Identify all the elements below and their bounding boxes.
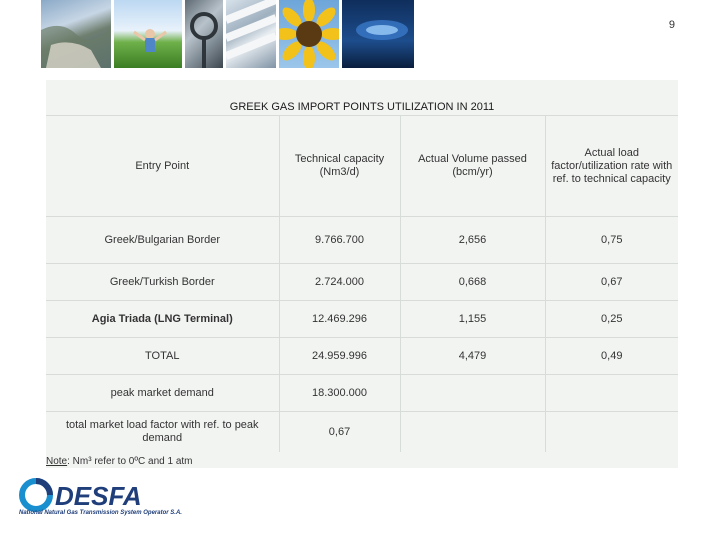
footnote bbox=[46, 456, 193, 467]
table-cell: 0,25 bbox=[545, 301, 678, 338]
table-cell: 0,49 bbox=[545, 338, 678, 375]
table-cell: 2.724.000 bbox=[279, 264, 400, 301]
table-cell: Agia Triada (LNG Terminal) bbox=[46, 301, 279, 338]
table-cell bbox=[545, 412, 678, 453]
table-row bbox=[46, 264, 678, 301]
footnote-label: Note bbox=[46, 456, 68, 467]
utilization-table bbox=[46, 116, 678, 452]
table-cell: peak market demand bbox=[46, 375, 279, 412]
table-row bbox=[46, 301, 678, 338]
desfa-logo-icon bbox=[17, 478, 57, 512]
table-cell: 0,668 bbox=[400, 264, 545, 301]
desfa-logo bbox=[17, 478, 182, 522]
utilization-table-panel bbox=[46, 80, 678, 468]
logo-subtitle: National Natural Gas Transmission System Operator S.A. bbox=[19, 510, 182, 516]
column-header: Technical capacity (Nm3/d) bbox=[279, 116, 400, 217]
header-photo-strip bbox=[41, 0, 416, 68]
table-cell: 9.766.700 bbox=[279, 217, 400, 264]
table-cell: 12.469.296 bbox=[279, 301, 400, 338]
table-cell: 0,75 bbox=[545, 217, 678, 264]
table-cell: 4,479 bbox=[400, 338, 545, 375]
table-cell bbox=[545, 375, 678, 412]
table-cell: total market load factor with ref. to peak demand bbox=[46, 412, 279, 453]
table-row bbox=[46, 217, 678, 264]
table-header-row bbox=[46, 116, 678, 217]
coastline-photo bbox=[41, 0, 111, 68]
table-cell: TOTAL bbox=[46, 338, 279, 375]
logo-wordmark: DESFA bbox=[55, 481, 142, 511]
table-cell: 2,656 bbox=[400, 217, 545, 264]
footnote-text: : Nm³ refer to 0ºC and 1 atm bbox=[67, 456, 193, 467]
table-cell: 0,67 bbox=[279, 412, 400, 453]
table-cell bbox=[400, 412, 545, 453]
table-title: GREEK GAS IMPORT POINTS UTILIZATION IN 2011 bbox=[46, 80, 678, 116]
table-cell: 0,67 bbox=[545, 264, 678, 301]
table-row bbox=[46, 375, 678, 412]
table-cell: Greek/Turkish Border bbox=[46, 264, 279, 301]
table-cell: 18.300.000 bbox=[279, 375, 400, 412]
pipeline-photo bbox=[226, 0, 276, 68]
column-header: Actual load factor/utilization rate with ref. to technical capacity bbox=[545, 116, 678, 217]
valves-photo bbox=[185, 0, 223, 68]
table-cell: Greek/Bulgarian Border bbox=[46, 217, 279, 264]
column-header: Entry Point bbox=[46, 116, 279, 217]
child-field-photo bbox=[114, 0, 182, 68]
table-row bbox=[46, 412, 678, 453]
table-cell: 24.959.996 bbox=[279, 338, 400, 375]
table-cell bbox=[400, 375, 545, 412]
column-header: Actual Volume passed (bcm/yr) bbox=[400, 116, 545, 217]
sunflower-photo bbox=[279, 0, 339, 68]
page-number: 9 bbox=[668, 19, 675, 31]
table-cell: 1,155 bbox=[400, 301, 545, 338]
table-row-total bbox=[46, 338, 678, 375]
gas-flame-photo bbox=[342, 0, 414, 68]
